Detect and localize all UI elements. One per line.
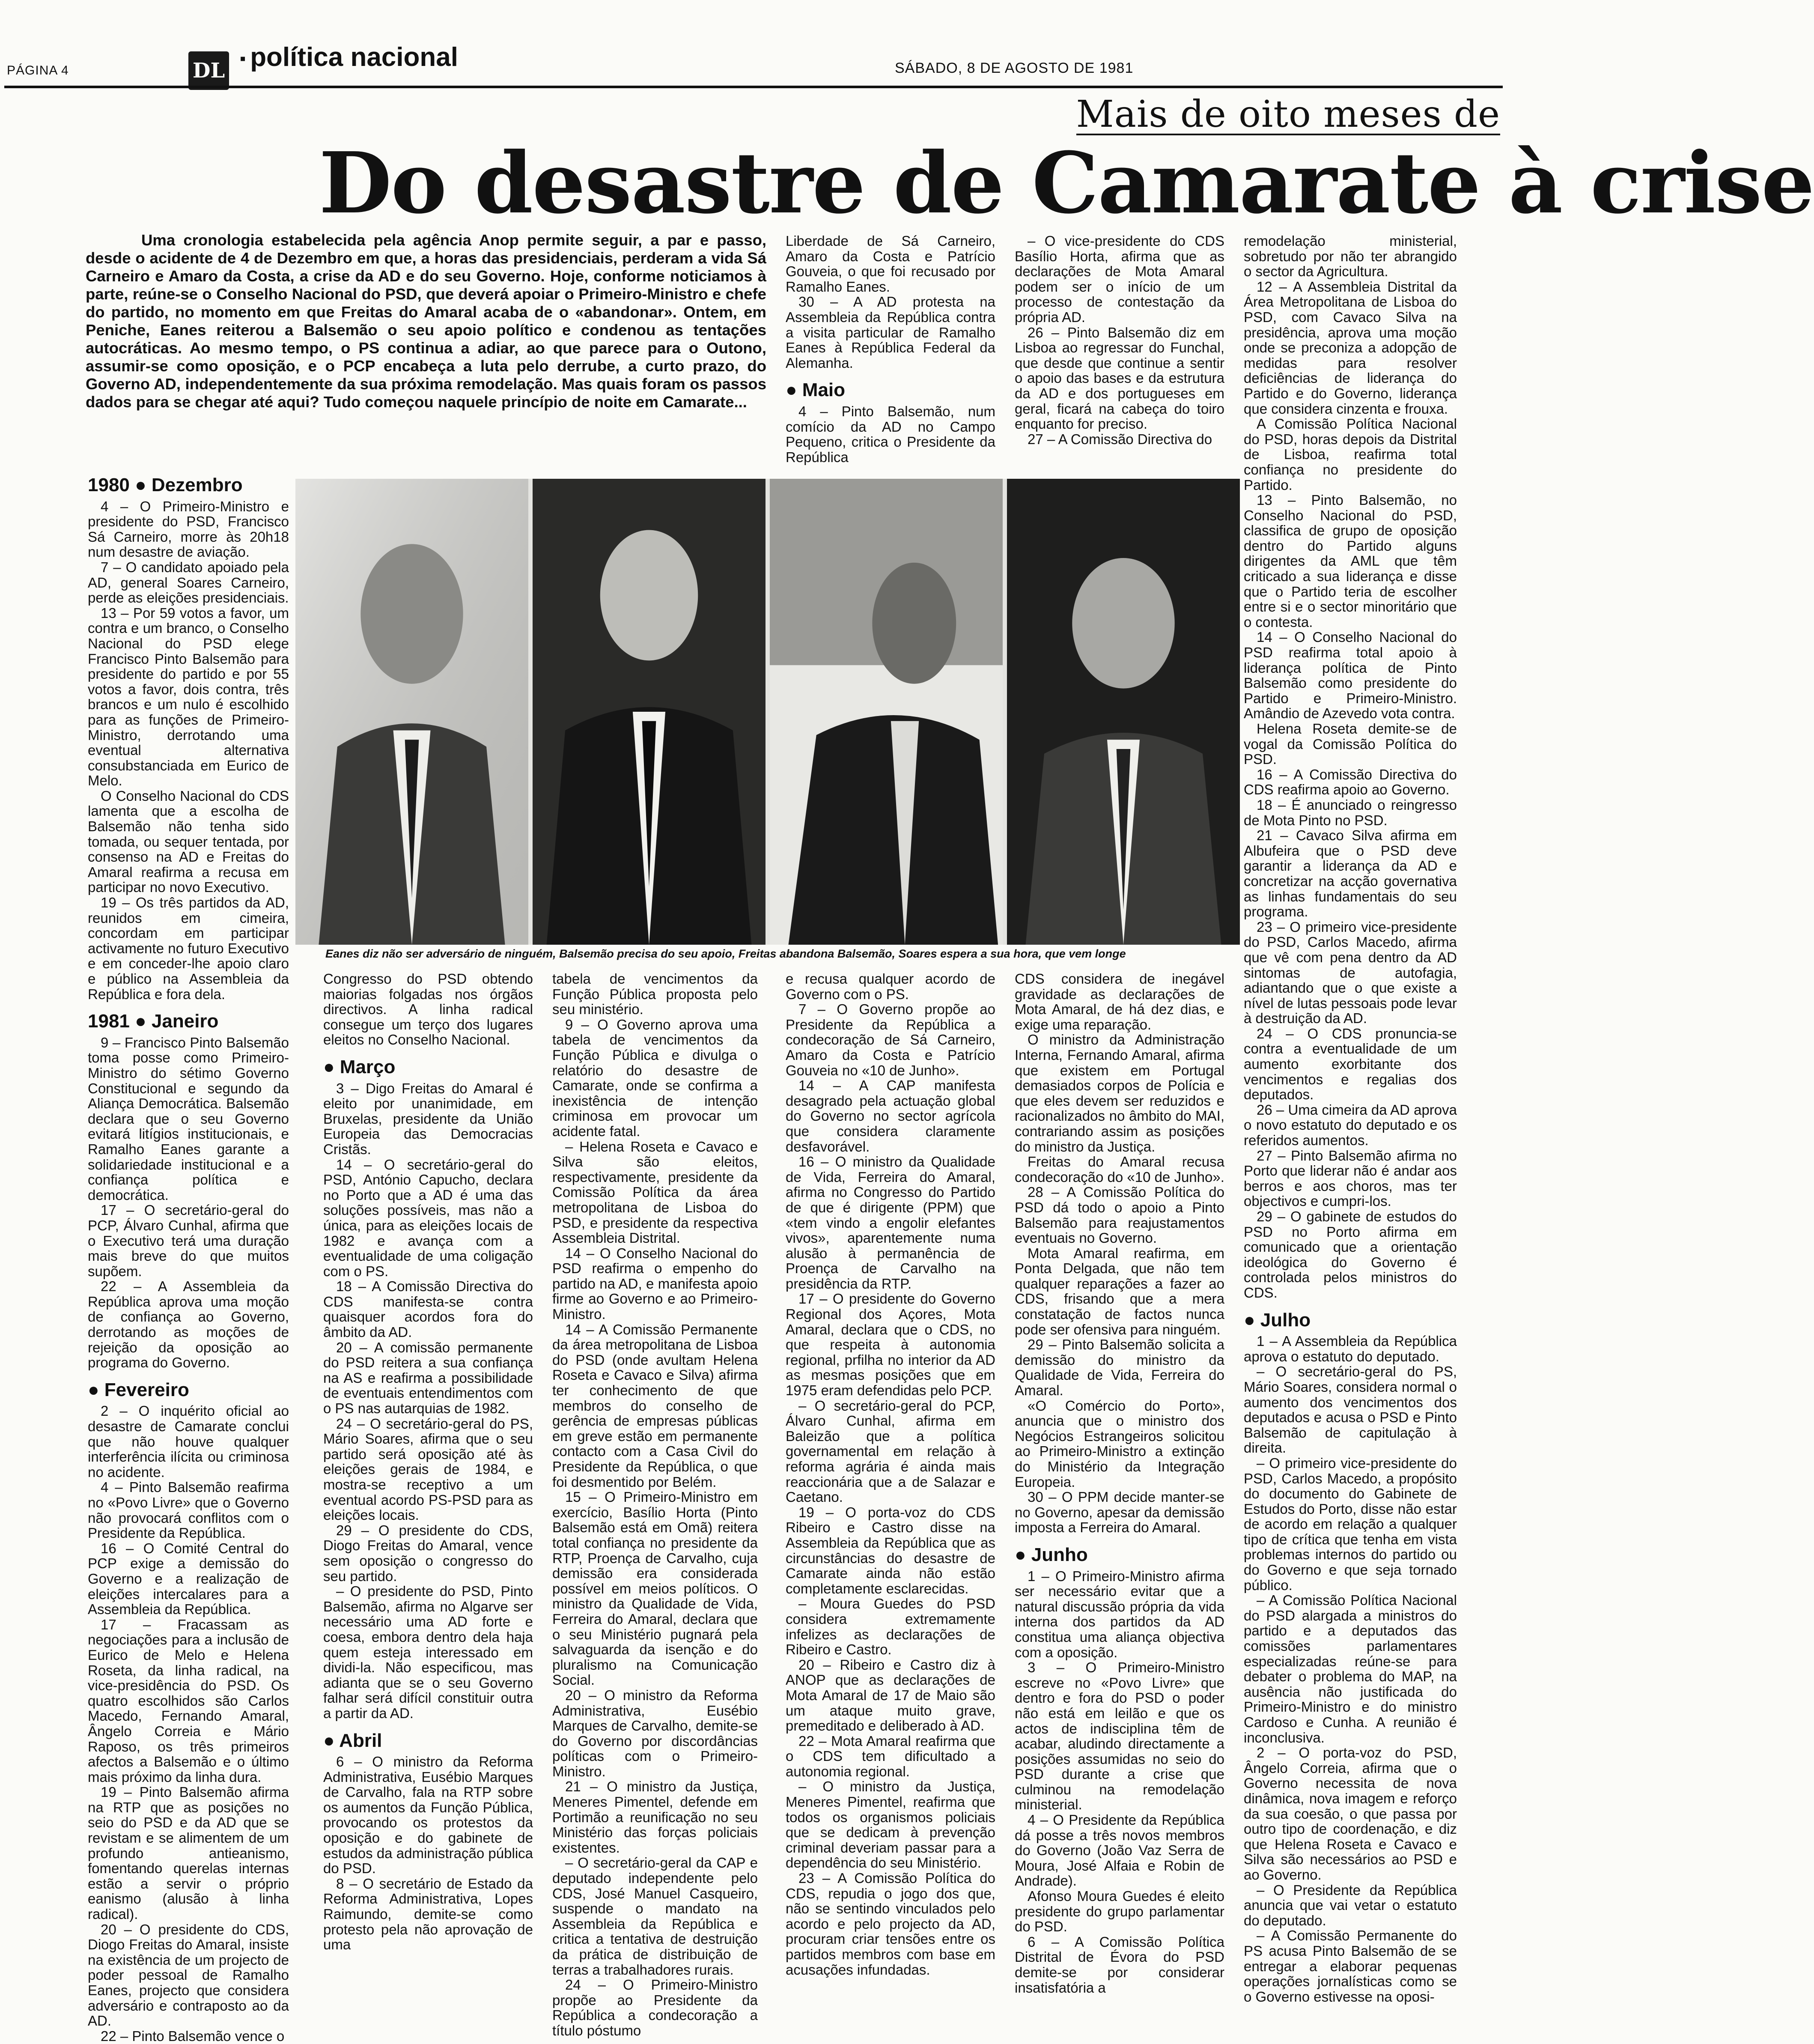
entry: 1 – A Assembleia da República aprova o estatuto do deputado. (1244, 1333, 1457, 1364)
column-3 (552, 971, 758, 2038)
entry: 17 – Fracassam as negociações para a inclusão de Eurico de Melo e Helena Roseta, da linha radical, na vice-presidência do PSD. Os quatro escolhidos são Carlos Macedo, Fernando Amaral, Ângelo Correia e Mário Raposo, os três primeiros afectos a Balsemão e o último mais próximo da linha dura. (88, 1616, 289, 1785)
entry: 1 – O Primeiro-Ministro afirma ser necessário evitar que a natural discussão própria da vida interna dos partidos da AD constitua uma aliança objectiva com a oposição. (1015, 1568, 1224, 1660)
entry: 18 – É anunciado o reingresso de Mota Pinto no PSD. (1244, 797, 1457, 828)
section-title (240, 42, 458, 72)
photo-caption: Eanes diz não ser adversário de ninguém, Balsemão precisa do seu apoio, Freitas abandona Balsemão, Soares espera a sua hora, que vem longe (325, 947, 1126, 960)
entry: 23 – A Comissão Política do CDS, repudia o jogo dos que, não se sentindo vinculados pelo acordo e pelo projecto da AD, procuram criar tensões entre os partidos membros com base em acusações infundadas. (786, 1870, 995, 1978)
entry: 19 – Pinto Balsemão afirma na RTP que as posições no seio do PSD e da AD que se revistam e se alimentem de um profundo antieanismo, fomentando querelas internas estão a servir o próprio eanismo (alusão à linha radical). (88, 1784, 289, 1922)
entry: 14 – A CAP manifesta desagrado pela actuação global do Governo no sector agrícola que considera claramente desfavorável. (786, 1077, 995, 1155)
section-heading-dezembro: 1980 ● Dezembro (88, 474, 243, 495)
section-heading-marco: ● Março (323, 1056, 396, 1077)
entry: 14 – O secretário-geral do PSD, António Capucho, declara no Porto que a AD é uma das soluções possíveis, mas não a única, para as eleições locais de 1982 e avança com a eventualidade de uma coligação com o PS. (323, 1156, 533, 1279)
entry: 3 – Digo Freitas do Amaral é eleito por unanimidade, em Bruxelas, presidente da União Europeia das Democracias Cristãs. (323, 1080, 533, 1157)
column-1-fev (88, 1403, 289, 2044)
entry: 20 – Ribeiro e Castro diz à ANOP que as declarações de Mota Amaral de 17 de Maio são um ataque muito grave, premeditado e deliberado à AD. (786, 1656, 995, 1734)
entry: 3 – O Primeiro-Ministro escreve no «Povo Livre» que dentro e fora do PSD o poder não está em leilão e que os actos de indisciplina têm de acabar, aludindo directamente a posições assumidas no seio do PSD durante a crise que culminou na remodelação ministerial. (1015, 1659, 1224, 1813)
entry: 4 – Pinto Balsemão, num comício da AD no Campo Pequeno, critica o Presidente da República (786, 403, 995, 465)
photo-strip (295, 479, 1237, 945)
entry: – Helena Roseta e Cavaco e Silva são eleitos, respectivamente, presidente da Comissão Política da área metropolitana de Lisboa do PSD, e presidente da respectiva Assembleia Distrital. (552, 1138, 758, 1246)
column-4-top (786, 233, 995, 465)
entry: tabela de vencimentos da Função Pública proposta pelo seu ministério. (552, 971, 758, 1018)
entry: 21 – O ministro da Justiça, Meneres Pimentel, defende em Portimão a reunificação no seu Ministério das forças policiais existentes. (552, 1778, 758, 1856)
entry: Mota Amaral reafirma, em Ponta Delgada, que não tem qualquer reparações a fazer ao CDS, frisando que a mera constatação de factos nunca pode ser ofensiva para ninguém. (1015, 1245, 1224, 1337)
column-5 (1015, 971, 1224, 1995)
entry: A Comissão Política Nacional do PSD, horas depois da Distrital de Lisboa, reafirma total confiança no presidente do Partido. (1244, 416, 1457, 493)
entry: Helena Roseta demite-se de vogal da Comissão Política do PSD. (1244, 721, 1457, 767)
page-number: PÁGINA 4 (7, 63, 69, 78)
entry: – O secretário-geral do PCP, Álvaro Cunhal, afirma em Baleizão que a política governamental em relação à reforma agrária é ainda mais reaccionária que a de Salazar e Caetano. (786, 1397, 995, 1505)
entry: 7 – O candidato apoiado pela AD, general Soares Carneiro, perde as eleições presidenciais. (88, 559, 289, 606)
entry: 20 – O presidente do CDS, Diogo Freitas do Amaral, insiste na existência de um projecto de poder pessoal de Ramalho Eanes, projecto que considera adversário e contraposto ao da AD. (88, 1921, 289, 2029)
entry: 15 – O Primeiro-Ministro em exercício, Basílio Horta (Pinto Balsemão está em Omã) reitera total confiança no presidente da RTP, Proença de Carvalho, cuja demissão era considerada possível em meios políticos. O ministro da Qualidade de Vida, Ferreira do Amaral, declara que o seu Ministério pugnará pela salvaguarda da isenção e do pluralismo na Comunicação Social. (552, 1489, 758, 1688)
column-4 (786, 971, 995, 1977)
bullet-icon: ▪ (240, 49, 246, 69)
entry: 8 – O secretário de Estado da Reforma Administrativa, Lopes Raimundo, demite-se como protesto pela não aprovação de uma (323, 1875, 533, 1953)
entry: 13 – Por 59 votos a favor, um contra e um branco, o Conselho Nacional do PSD elege Francisco Pinto Balsemão para presidente do partido e por 55 votos a favor, dois contra, três brancos e um nulo é escolhido para as funções de Primeiro-Ministro, derrotando uma eventual alternativa consubstanciada em Eurico de Melo. (88, 605, 289, 789)
entry: 6 – O ministro da Reforma Administrativa, Eusébio Marques de Carvalho, fala na RTP sobre os aumentos da Função Pública, provocando os protestos da oposição e do gabinete de estudos da administração pública do PSD. (323, 1754, 533, 1877)
entry: 26 – Uma cimeira da AD aprova o novo estatuto do deputado e os referidos aumentos. (1244, 1101, 1457, 1149)
entry: – O Presidente da República anuncia que vai vetar o estatuto do deputado. (1244, 1882, 1457, 1928)
entry: – O secretário-geral da CAP e deputado independente pelo CDS, José Manuel Casqueiro, suspende o mandato na Assembleia da República e critica a tentativa de destruição da prática de distribuição de terras a trabalhadores rurais. (552, 1855, 758, 1978)
entry: 14 – O Conselho Nacional do PSD reafirma total apoio à liderança política de Pinto Balsemão como presidente do Partido e Primeiro-Ministro. Amândio de Azevedo vota contra. (1244, 629, 1457, 722)
column-1-dez (88, 499, 289, 1002)
section-heading-abril: ● Abril (323, 1730, 382, 1751)
entry: O Conselho Nacional do CDS lamenta que a escolha de Balsemão não tenha sido tomada, ou sequer tentada, por consenso na AD e Freitas do Amaral reafirma a recusa em participar no novo Executivo. (88, 788, 289, 895)
column-5-top (1015, 233, 1224, 447)
column-2 (323, 971, 533, 1952)
entry: Congresso do PSD obtendo maiorias folgadas nos órgãos directivos. A linha radical consegue um terço dos lugares eleitos no Conselho Nacional. (323, 971, 533, 1048)
portrait-photo-3 (770, 479, 1003, 945)
column-6 (1244, 233, 1457, 2004)
entry: 20 – A comissão permanente do PSD reitera a sua confiança na AS e reafirma a possibilidade de eventuais entendimentos com o PS nas autarquias de 1982. (323, 1339, 533, 1417)
entry: – O secretário-geral do PS, Mário Soares, considera normal o aumento dos vencimentos dos deputados e acusa o PSD e Pinto Balsemão de capitulação à direita. (1244, 1364, 1457, 1456)
portrait-photo-4 (1007, 479, 1240, 945)
entry: 19 – O porta-voz do CDS Ribeiro e Castro disse na Assembleia da República que as circunstâncias do desastre de Camarate ainda não estão completamente esclarecidas. (786, 1504, 995, 1596)
entry: 4 – O Primeiro-Ministro e presidente do PSD, Francisco Sá Carneiro, morre às 20h18 num desastre de aviação. (88, 498, 289, 560)
entry: 16 – O ministro da Qualidade de Vida, Ferreira do Amaral, afirma no Congresso do Partido de que é dirigente (PPM) que «tem vindo a engolir elefantes vivos», aparentemente numa alusão à permanência de Proença de Carvalho na presidência da RTP. (786, 1154, 995, 1292)
entry: 30 – O PPM decide manter-se no Governo, apesar da demissão imposta a Ferreira do Amaral. (1015, 1489, 1224, 1536)
entry: 26 – Pinto Balsemão diz em Lisboa ao regressar do Funchal, que desde que continue a sentir o apoio das bases e da estrutura da AD e dos portugueses em geral, ficará na cabeça do toiro enquanto for preciso. (1015, 324, 1224, 432)
entry: 24 – O secretário-geral do PS, Mário Soares, afirma que o seu partido será oposição até às eleições gerais de 1984, e mostra-se receptivo a um eventual acordo PS-PSD para as eleições locais. (323, 1415, 533, 1523)
section-label: política nacional (250, 42, 458, 72)
entry: 18 – A Comissão Directiva do CDS manifesta-se contra quaisquer acordos fora do âmbito da AD. (323, 1278, 533, 1340)
entry: Afonso Moura Guedes é eleito presidente do grupo parlamentar do PSD. (1015, 1888, 1224, 1935)
kicker: Mais de oito meses de (1076, 93, 1500, 136)
portrait-photo-1 (295, 479, 528, 945)
entry: 13 – Pinto Balsemão, no Conselho Nacional do PSD, classifica de grupo de oposição dentro do Partido alguns dirigentes da AML que têm criticado a sua liderança e disse que o Partido teria de escolher entre si e o sector minoritário que o contesta. (1244, 492, 1457, 630)
entry: 2 – O inquérito oficial ao desastre de Camarate conclui que não houve qualquer interferência ilícita ou criminosa no acidente. (88, 1403, 289, 1480)
entry: «O Comércio do Porto», anuncia que o ministro dos Negócios Estrangeiros solicitou ao Primeiro-Ministro a extinção do Ministério da Integração Europeia. (1015, 1397, 1224, 1490)
entry: remodelação ministerial, sobretudo por não ter abrangido o sector da Agricultura. (1244, 233, 1457, 280)
entry: 20 – O ministro da Reforma Administrativa, Eusébio Marques de Carvalho, demite-se do Governo por discordâncias políticas com o Primeiro-Ministro. (552, 1687, 758, 1779)
issue-date: SÁBADO, 8 DE AGOSTO DE 1981 (895, 60, 1134, 76)
entry: 29 – O gabinete de estudos do PSD no Porto afirma em comunicado que a orientação ideológica do Governo é controlada pelos ministros do CDS. (1244, 1208, 1457, 1301)
portrait-photo-2 (533, 479, 766, 945)
entry: 22 – Mota Amaral reafirma que o CDS tem dificultado a autonomia regional. (786, 1733, 995, 1779)
section-heading-julho: ● Julho (1244, 1309, 1311, 1331)
headline: Do desastre de Camarate à crise (319, 134, 1814, 233)
entry: 24 – O CDS pronuncia-se contra a eventualidade de um aumento exorbitante dos vencimentos e regalias dos deputados. (1244, 1025, 1457, 1103)
entry: Liberdade de Sá Carneiro, Amaro da Costa e Patrício Gouveia, o que foi recusado por Ramalho Eanes. (786, 233, 995, 295)
entry: 21 – Cavaco Silva afirma em Albufeira que o PSD deve garantir a liderança da AD e concretizar na acção governativa as linhas fundamentais do seu programa. (1244, 827, 1457, 920)
entry: 4 – Pinto Balsemão reafirma no «Povo Livre» que o Governo não provocará conflitos com o Presidente da República. (88, 1479, 289, 1541)
entry: – O ministro da Justiça, Meneres Pimentel, reafirma que todos os organismos policiais que se dedicam à prevenção criminal deveriam passar para a dependência do seu Ministério. (786, 1778, 995, 1871)
entry: 14 – O Conselho Nacional do PSD reafirma o empenho do partido na AD, e manifesta apoio firme ao Governo e ao Primeiro-Ministro. (552, 1245, 758, 1322)
entry: 30 – A AD protesta na Assembleia da República contra a visita particular de Ramalho Eanes à República Federal da Alemanha. (786, 294, 995, 371)
entry: 29 – Pinto Balsemão solicita a demissão do ministro da Qualidade de Vida, Ferreira do Amaral. (1015, 1337, 1224, 1399)
entry: CDS considera de inegável gravidade as declarações de Mota Amaral, de há dez dias, e exige uma reparação. (1015, 971, 1224, 1032)
entry: 9 – O Governo aprova uma tabela de vencimentos da Função Pública e divulga o relatório do desastre de Camarate, onde se confirma a inexistência de intenção criminosa em provocar um acidente fatal. (552, 1016, 758, 1139)
entry: 17 – O presidente do Governo Regional dos Açores, Mota Amaral, declara que o CDS, no que respeita à autonomia regional, prfilha no interior da AD as mesmas posições que em 1975 eram defendidas pelo PCP. (786, 1291, 995, 1399)
entry: 27 – A Comissão Directiva do (1028, 431, 1212, 447)
entry: Freitas do Amaral recusa condecoração do «10 de Junho». (1015, 1154, 1224, 1185)
entry: – O primeiro vice-presidente do PSD, Carlos Macedo, a propósito do documento do Gabinete de Estudos do Porto, disse não estar de acordo em relação a qualquer tipo de crítica que tenha em vista problemas internos do partido ou do Governo e que seja tornado público. (1244, 1455, 1457, 1593)
section-heading-maio: ● Maio (786, 379, 846, 401)
entry: 27 – Pinto Balsemão afirma no Porto que liderar não é andar aos berros e aos choros, mas ter objectivos e cumpri-los. (1244, 1147, 1457, 1209)
entry: – A Comissão Política Nacional do PSD alargada a ministros do partido e a deputados das comissões parlamentares especializadas reúne-se para debater o problema do MAP, na ausência não justificada do Primeiro-Ministro e do ministro Cardoso e Cunha. A reunião é inconclusiva. (1244, 1592, 1457, 1746)
entry: O ministro da Administração Interna, Fernando Amaral, afirma que existem em Portugal demasiados corpos de Polícia e que eles devem ser reduzidos e racionalizados no âmbito do MAI, contrariando assim as posições do ministro da Justiça. (1015, 1032, 1224, 1155)
entry: 16 – A Comissão Directiva do CDS reafirma apoio ao Governo. (1244, 766, 1457, 798)
entry: – O vice-presidente do CDS Basílio Horta, afirma que as declarações de Mota Amaral podem ser o início de um processo de contestação da própria AD. (1015, 233, 1224, 325)
entry: 23 – O primeiro vice-presidente do PSD, Carlos Macedo, afirma que vê com pena dentro da AD sintomas de autofagia, adiantando que o que existe a nível de lutas pessoais pode levar à destruição da AD. (1244, 919, 1457, 1026)
entry: e recusa qualquer acordo de Governo com o PS. (786, 971, 995, 1002)
entry: 12 – A Assembleia Distrital da Área Metropolitana de Lisboa do PSD, com Cavaco Silva na presidência, aprova uma moção onde se preconiza a adopção de medidas para resolver deficiências de liderança do Partido e do Governo, liderança que considera cinzenta e frouxa. (1244, 278, 1457, 417)
section-heading-janeiro: 1981 ● Janeiro (88, 1011, 219, 1032)
newspaper-logo: DL (188, 51, 229, 90)
column-1 (88, 474, 289, 2044)
section-heading-junho: ● Junho (1015, 1544, 1088, 1565)
entry: 16 – O Comité Central do PCP exige a demissão do Governo e a realização de eleições intercalares para a Assembleia da República. (88, 1540, 289, 1617)
entry: 17 – O secretário-geral do PCP, Álvaro Cunhal, afirma que o Executivo terá uma duração mais breve do que muitos supõem. (88, 1202, 289, 1279)
entry: 29 – O presidente do CDS, Diogo Freitas do Amaral, vence sem oposição o congresso do seu partido. (323, 1522, 533, 1584)
entry: 19 – Os três partidos da AD, reunidos em cimeira, concordam em participar activamente no futuro Executivo e em conceder-lhe apoio claro e público na Assembleia da República e fora dela. (88, 895, 289, 1002)
entry: 14 – A Comissão Permanente da área metropolitana de Lisboa do PSD (onde avultam Helena Roseta e Cavaco e Silva) afirma ter conhecimento de que membros do conselho de gerência de empresas públicas em greve estão em permanente contacto com a Casa Civil do Presidente da República, o que foi desmentido por Belém. (552, 1321, 758, 1490)
entry: 6 – A Comissão Política Distrital de Évora do PSD demite-se por considerar insatisfatória a (1015, 1934, 1224, 1996)
entry: – A Comissão Permanente do PS acusa Pinto Balsemão de se entregar a elaborar pequenas operações jornalísticas como se o Governo estivesse na oposi- (1244, 1928, 1457, 2005)
header-rule (4, 86, 1503, 88)
entry: 22 – Pinto Balsemão vence o (101, 2028, 285, 2044)
entry: 7 – O Governo propõe ao Presidente da República a condecoração de Sá Carneiro, Amaro da Costa e Patrício Gouveia no «10 de Junho». (786, 1001, 995, 1078)
entry: 4 – O Presidente da República dá posse a três novos membros do Governo (João Vaz Serra de Moura, José Alfaia e Robin de Andrade). (1015, 1812, 1224, 1889)
entry: 24 – O Primeiro-Ministro propõe ao Presidente da República a condecoração a título póstumo (552, 1977, 758, 2038)
entry: – O presidente do PSD, Pinto Balsemão, afirma no Algarve ser necessário uma AD forte e coesa, embora dentro dela haja quem esteja interessado em dividi-la. Não especificou, mas adianta que se o seu Governo falhar será difícil constituir outra a partir da AD. (323, 1583, 533, 1721)
section-heading-fevereiro: ● Fevereiro (88, 1379, 189, 1400)
entry: – Moura Guedes do PSD considera extremamente infelizes as declarações de Ribeiro e Castro. (786, 1596, 995, 1658)
entry: 2 – O porta-voz do PSD, Ângelo Correia, afirma que o Governo necessita de nova dinâmica, nova imagem e reforço da sua coesão, o que passa por outro tipo de coordenação, e diz que Helena Roseta e Cavaco e Silva são necessários ao PSD e ao Governo. (1244, 1745, 1457, 1883)
entry: 22 – A Assembleia da República aprova uma moção de confiança ao Governo, derrotando as moções de rejeição da oposição ao programa do Governo. (88, 1278, 289, 1371)
lede: Uma cronologia estabelecida pela agência Anop permite seguir, a par e passo, desde o acidente de 4 de Dezembro em que, a horas das presidenciais, perderam a vida Sá Carneiro e Amaro da Costa, a crise da AD e do seu Governo. Hoje, conforme noticiamos à parte, reúne-se o Conselho Nacional do PSD, que deverá apoiar o Primeiro-Ministro e chefe do partido, no momento em que Freitas do Amaral acaba de o «abandonar». Ontem, em Peniche, Eanes reiterou a Balsemão o seu apoio político e condenou as tentações autocráticas. Ao mesmo tempo, o PS continua a adiar, ao que parece para o Outono, assumir-se como oposição, e o PCP encabeça a luta pelo derrube, a curto prazo, do Governo AD, independentemente da sua próxima remodelação. Mas quais foram os passos dados para se chegar até aqui? Tudo começou naquele princípio de noite em Camarate... (86, 231, 766, 411)
entry: 9 – Francisco Pinto Balsemão toma posse como Primeiro-Ministro do sétimo Governo Constitucional e segundo da Aliança Democrática. Balsemão declara que o seu Governo evitará litígios institucionais, e Ramalho Eanes garante a solidariedade institucional e a confiança política e democrática. (88, 1034, 289, 1203)
entry: 28 – A Comissão Política do PSD dá todo o apoio a Pinto Balsemão para reajustamentos eventuais no Governo. (1015, 1184, 1224, 1246)
column-1-jan (88, 1035, 289, 1370)
